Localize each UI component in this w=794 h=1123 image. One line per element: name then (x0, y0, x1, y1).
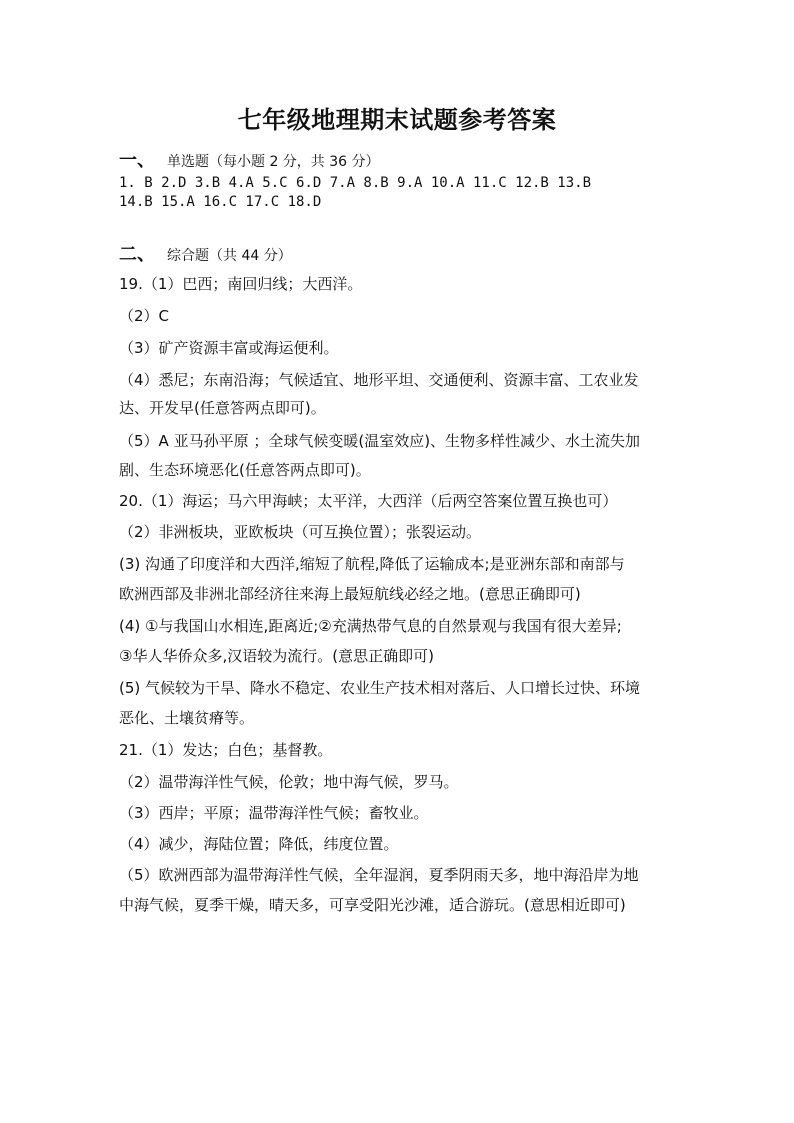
section-1-number: 一、 (119, 150, 155, 171)
mc-answers-line-2: 14.B 15.A 16.C 17.C 18.D (119, 194, 322, 210)
answer-line: 达、开发早(任意答两点即可)。 (119, 399, 326, 417)
section-2-heading (119, 240, 292, 266)
answer-line: （4）悉尼；东南沿海；气候适宜、地形平坦、交通便利、资源丰富、工农业发 (119, 371, 639, 389)
answer-line: （2）C (119, 307, 170, 325)
section-2-title: 综合题（共 44 分） (167, 248, 292, 264)
answer-line: （2）非洲板块，亚欧板块（可互换位置）；张裂运动。 (119, 523, 482, 541)
answer-line: （5）欧洲西部为温带海洋性气候，全年湿润，夏季阴雨天多，地中海沿岸为地 (119, 866, 639, 884)
section-1-heading (119, 146, 380, 172)
answer-line: 中海气候，夏季干燥，晴天多，可享受阳光沙滩，适合游玩。(意思相近即可) (119, 896, 626, 914)
answer-line: 20.（1）海运；马六甲海峡；太平洋，大西洋（后两空答案位置互换也可） (119, 492, 618, 510)
section-1-title: 单选题（每小题 2 分，共 36 分） (167, 154, 380, 170)
page-title: 七年级地理期末试题参考答案 (237, 105, 557, 134)
mc-answers-line-1: 1. B 2.D 3.B 4.A 5.C 6.D 7.A 8.B 9.A 10.A 11.C 12.B 13.B (119, 175, 592, 191)
answer-line: ③华人华侨众多,汉语较为流行。(意思正确即可) (119, 647, 434, 665)
answer-line: 恶化、土壤贫瘠等。 (119, 709, 255, 727)
answer-line: 19.（1）巴西；南回归线；大西洋。 (119, 275, 363, 293)
answer-line: （3）西岸；平原；温带海洋性气候；畜牧业。 (119, 804, 429, 822)
answer-line: (3) 沟通了印度洋和大西洋,缩短了航程,降低了运输成本;是亚洲东部和南部与 (119, 555, 625, 573)
answer-line: (4) ①与我国山水相连,距离近;②充满热带气息的自然景观与我国有很大差异; (119, 617, 622, 635)
section-2-number: 二、 (119, 244, 155, 265)
answer-line: （3）矿产资源丰富或海运便利。 (119, 339, 339, 357)
answer-line: 欧洲西部及非洲北部经济往来海上最短航线必经之地。(意思正确即可) (119, 585, 581, 603)
answer-line: （2）温带海洋性气候，伦敦；地中海气候，罗马。 (119, 773, 459, 791)
answer-line: (5) 气候较为干旱、降水不稳定、农业生产技术相对落后、人口增长过快、环境 (119, 679, 641, 697)
answer-line: 21.（1）发达；白色；基督教。 (119, 741, 333, 759)
answer-line: （5）A 亚马孙平原 ；全球气候变暖(温室效应)、生物多样性减少、水土流失加 (119, 432, 641, 450)
answer-line: 剧、生态环境恶化(任意答两点即可)。 (119, 461, 371, 479)
answer-line: （4）减少，海陆位置；降低，纬度位置。 (119, 835, 399, 853)
